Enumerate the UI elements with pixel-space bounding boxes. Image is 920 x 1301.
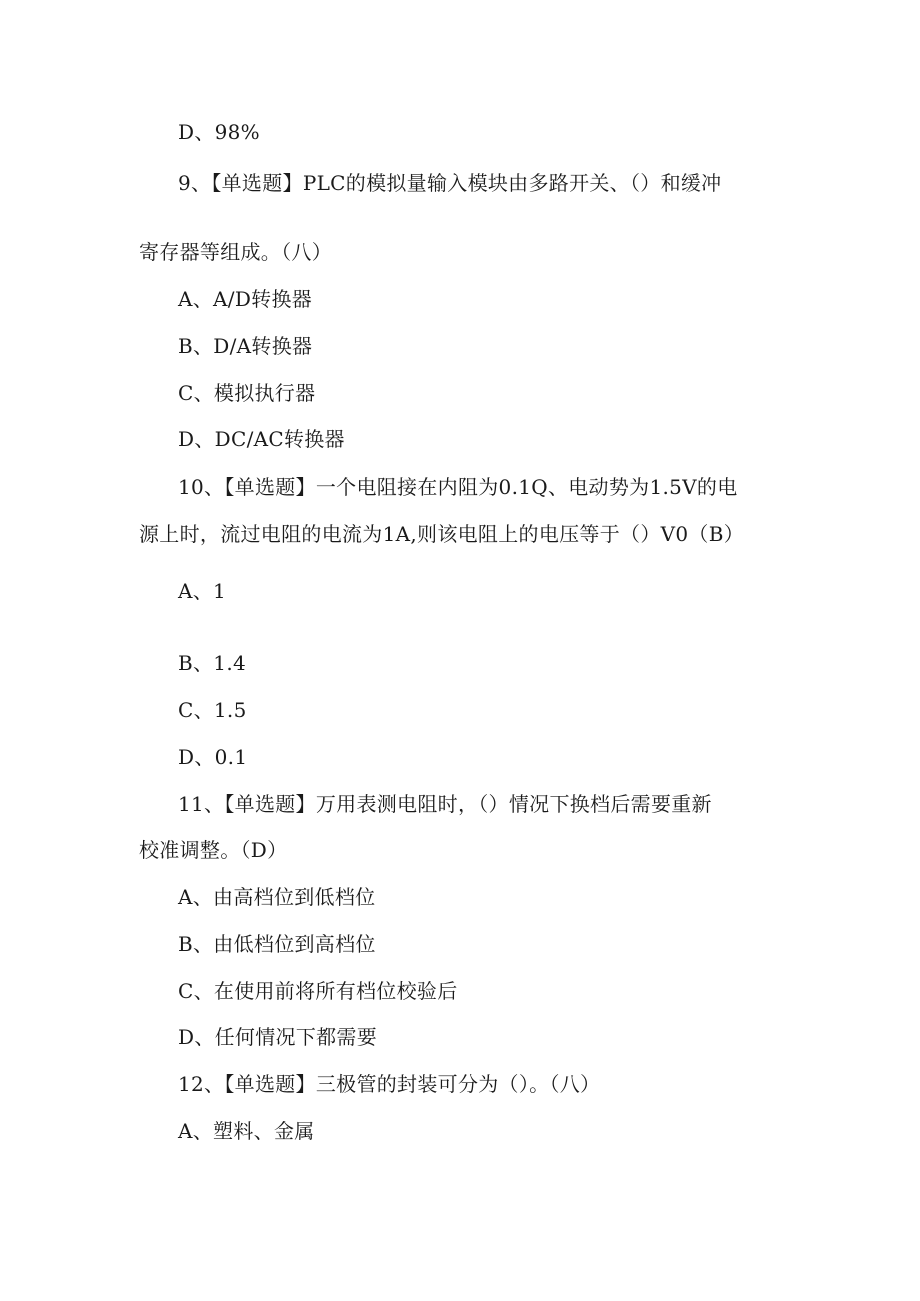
option-d-q11: D、任何情况下都需要 bbox=[178, 1025, 378, 1049]
question-10-line-1: 10、【单选题】一个电阻接在内阻为0.1Q、电动势为1.5V的电 bbox=[178, 475, 738, 499]
option-c-q9: C、模拟执行器 bbox=[178, 381, 316, 405]
question-11-line-2: 校准调整。（D） bbox=[139, 838, 288, 862]
option-c-q10: C、1.5 bbox=[178, 698, 247, 722]
question-12-line-1: 12、【单选题】三极管的封装可分为（）。（八） bbox=[178, 1072, 601, 1096]
option-d-q9: D、DC/AC转换器 bbox=[178, 427, 345, 451]
option-b-q10: B、1.4 bbox=[178, 651, 247, 675]
option-b-q9: B、D/A转换器 bbox=[178, 334, 313, 358]
question-11-line-1: 11、【单选题】万用表测电阻时，（）情况下换档后需要重新 bbox=[178, 792, 712, 816]
option-d-q10: D、0.1 bbox=[178, 745, 248, 769]
option-c-q11: C、在使用前将所有档位校验后 bbox=[178, 979, 458, 1003]
question-9-line-2: 寄存器等组成。（八） bbox=[139, 240, 332, 264]
option-d-q8: D、98% bbox=[178, 120, 260, 144]
option-a-q12: A、塑料、金属 bbox=[178, 1119, 315, 1143]
option-a-q11: A、由高档位到低档位 bbox=[178, 885, 376, 909]
option-a-q9: A、A/D转换器 bbox=[178, 287, 313, 311]
option-b-q11: B、由低档位到高档位 bbox=[178, 932, 376, 956]
question-9-line-1: 9、【单选题】PLC的模拟量输入模块由多路开关、（）和缓冲 bbox=[178, 171, 722, 195]
question-10-line-2: 源上时，流过电阻的电流为1A,则该电阻上的电压等于（）V0（B） bbox=[139, 522, 744, 546]
option-a-q10: A、1 bbox=[178, 579, 227, 603]
